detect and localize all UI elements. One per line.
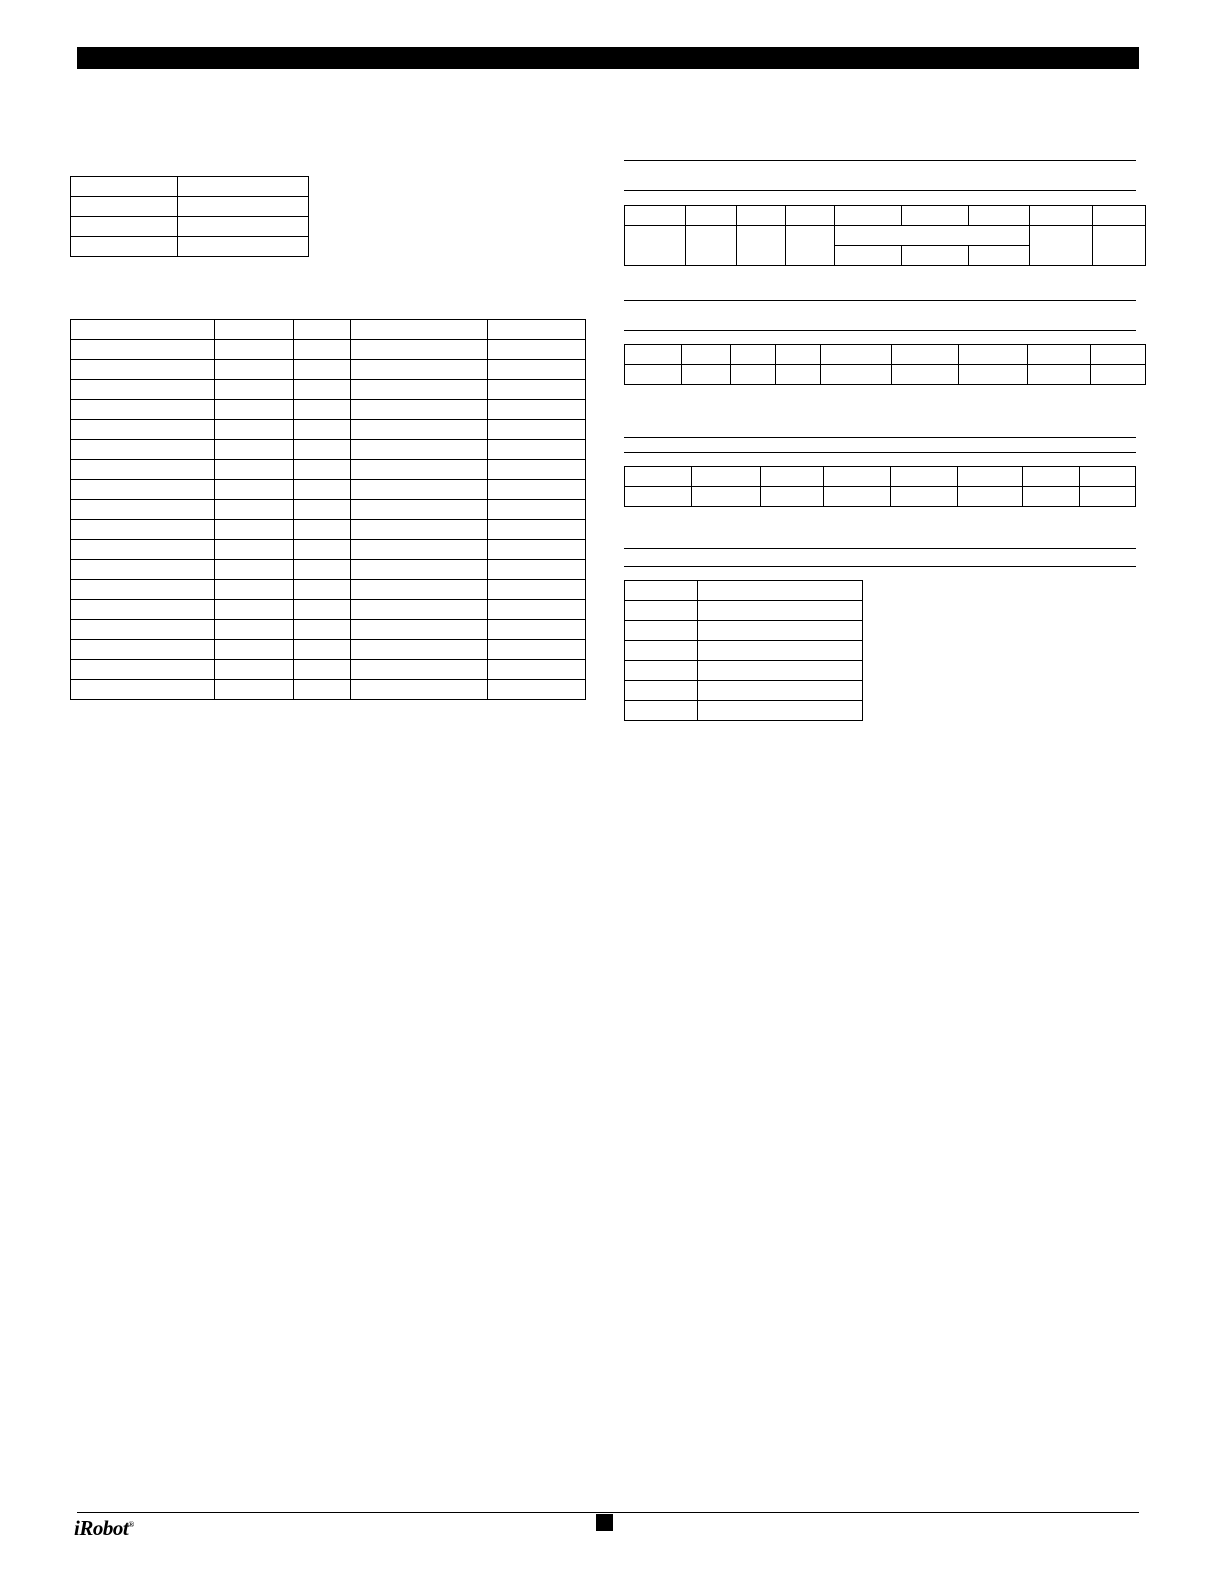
cell	[692, 487, 761, 507]
table-row	[625, 487, 1136, 507]
code-value-table	[624, 580, 863, 721]
table-row	[625, 641, 863, 661]
cell	[892, 345, 959, 365]
cell	[71, 237, 178, 257]
cell	[178, 197, 309, 217]
column-header	[215, 320, 294, 340]
cell	[294, 360, 351, 380]
cell	[294, 380, 351, 400]
table-row	[71, 520, 586, 540]
cell	[821, 365, 892, 385]
cell	[488, 640, 586, 660]
cell	[958, 487, 1023, 507]
cell	[625, 701, 698, 721]
cell	[351, 380, 488, 400]
cell	[488, 680, 586, 700]
cell	[1023, 487, 1079, 507]
cell	[731, 365, 776, 385]
footer-divider	[77, 1512, 1139, 1513]
cell	[351, 340, 488, 360]
column-header	[178, 177, 309, 197]
table-row	[71, 560, 586, 580]
cell	[488, 500, 586, 520]
cell	[902, 246, 969, 266]
cell	[351, 560, 488, 580]
table-row	[71, 197, 309, 217]
cell	[698, 621, 863, 641]
cell	[215, 360, 294, 380]
cell	[215, 400, 294, 420]
cell	[71, 340, 215, 360]
cell	[71, 560, 215, 580]
cell	[488, 340, 586, 360]
cell	[71, 480, 215, 500]
table-row	[625, 365, 1146, 385]
cell	[1091, 365, 1146, 385]
cell	[488, 380, 586, 400]
cell	[824, 487, 891, 507]
cell	[71, 600, 215, 620]
cell	[625, 365, 682, 385]
cell	[215, 560, 294, 580]
cell	[294, 680, 351, 700]
page-number-box	[596, 1514, 613, 1531]
table-row	[71, 217, 309, 237]
cell	[294, 620, 351, 640]
cell	[215, 500, 294, 520]
cell	[71, 380, 215, 400]
cell	[488, 600, 586, 620]
cell	[891, 467, 958, 487]
cell	[1028, 345, 1091, 365]
cell	[294, 440, 351, 460]
table-row	[71, 420, 586, 440]
cell	[71, 580, 215, 600]
cell	[737, 206, 786, 226]
cell	[351, 640, 488, 660]
table-row	[71, 340, 586, 360]
cell	[488, 560, 586, 580]
table-row	[71, 400, 586, 420]
cell	[294, 600, 351, 620]
table-row	[71, 360, 586, 380]
cell	[488, 420, 586, 440]
cell	[625, 681, 698, 701]
cell	[959, 345, 1028, 365]
sensor-packet-table	[70, 319, 586, 700]
rule-5	[624, 437, 1136, 438]
cell	[294, 580, 351, 600]
rule-3	[624, 300, 1136, 301]
table-row	[625, 226, 1146, 246]
cell	[294, 400, 351, 420]
cell	[625, 487, 692, 507]
cell	[821, 345, 892, 365]
cell	[351, 540, 488, 560]
logo-text: iRobot	[74, 1516, 129, 1540]
irobot-logo	[74, 1516, 134, 1541]
cell	[698, 701, 863, 721]
cell	[488, 520, 586, 540]
cell	[71, 540, 215, 560]
cell	[1079, 487, 1135, 507]
cell	[215, 660, 294, 680]
cell	[294, 540, 351, 560]
rule-7	[624, 548, 1136, 549]
cell	[215, 460, 294, 480]
cell	[698, 641, 863, 661]
column-header	[488, 320, 586, 340]
table-row	[625, 601, 863, 621]
cell	[178, 217, 309, 237]
cell	[488, 620, 586, 640]
table-header-row	[71, 320, 586, 340]
cell	[698, 601, 863, 621]
cell	[1079, 467, 1135, 487]
cell	[737, 226, 786, 266]
cell	[969, 206, 1030, 226]
cell	[71, 520, 215, 540]
cell	[178, 237, 309, 257]
rule-2	[624, 190, 1136, 191]
table-row	[71, 540, 586, 560]
cell	[294, 660, 351, 680]
cell	[351, 460, 488, 480]
cell	[682, 365, 731, 385]
cell	[215, 480, 294, 500]
cell	[294, 640, 351, 660]
table-row	[71, 500, 586, 520]
column-header	[71, 177, 178, 197]
cell	[776, 345, 821, 365]
cell	[488, 460, 586, 480]
cell	[351, 680, 488, 700]
rule-1	[624, 160, 1136, 161]
cell	[71, 460, 215, 480]
cell	[1030, 206, 1093, 226]
cell	[835, 226, 1030, 246]
cell	[71, 217, 178, 237]
cell	[969, 246, 1030, 266]
cell	[294, 460, 351, 480]
cell	[761, 487, 824, 507]
cell	[215, 680, 294, 700]
cell	[625, 226, 686, 266]
cell	[835, 246, 902, 266]
cell	[835, 206, 902, 226]
cell	[761, 467, 824, 487]
cell	[625, 661, 698, 681]
table-row	[71, 380, 586, 400]
cell	[215, 620, 294, 640]
column-header	[351, 320, 488, 340]
cell	[351, 660, 488, 680]
cell	[1028, 365, 1091, 385]
cell	[71, 440, 215, 460]
cell	[71, 500, 215, 520]
cell	[686, 226, 737, 266]
cell	[215, 420, 294, 440]
cell	[488, 400, 586, 420]
table-row	[625, 621, 863, 641]
cell	[776, 365, 821, 385]
cell	[786, 226, 835, 266]
cell	[686, 206, 737, 226]
cell	[488, 660, 586, 680]
cell	[1093, 226, 1146, 266]
cell	[215, 340, 294, 360]
cell	[215, 600, 294, 620]
cell	[351, 520, 488, 540]
cell	[294, 520, 351, 540]
cell	[215, 580, 294, 600]
cell	[692, 467, 761, 487]
cell	[698, 681, 863, 701]
cell	[351, 440, 488, 460]
cell	[959, 365, 1028, 385]
table-header-row	[625, 467, 1136, 487]
table-row	[625, 661, 863, 681]
cell	[351, 420, 488, 440]
cell	[625, 621, 698, 641]
cell	[351, 360, 488, 380]
cell	[294, 480, 351, 500]
cell	[215, 380, 294, 400]
table-header-row	[625, 581, 863, 601]
table-row	[71, 640, 586, 660]
rule-6	[624, 452, 1136, 453]
cell	[71, 620, 215, 640]
cell	[625, 206, 686, 226]
cell	[71, 420, 215, 440]
cell	[215, 440, 294, 460]
cell	[892, 365, 959, 385]
table-row	[71, 237, 309, 257]
table-row	[625, 681, 863, 701]
column-header	[71, 320, 215, 340]
cell	[71, 640, 215, 660]
cell	[1093, 206, 1146, 226]
cell	[786, 206, 835, 226]
cell	[731, 345, 776, 365]
cell	[71, 197, 178, 217]
cell	[71, 660, 215, 680]
cell	[488, 360, 586, 380]
cell	[682, 345, 731, 365]
registered-mark: ®	[128, 1520, 134, 1529]
cell	[71, 400, 215, 420]
cell	[294, 560, 351, 580]
cell	[215, 640, 294, 660]
cell	[351, 580, 488, 600]
column-header	[698, 581, 863, 601]
rule-8	[624, 566, 1136, 567]
table-header-row	[625, 206, 1146, 226]
table-row	[71, 440, 586, 460]
table-row	[71, 620, 586, 640]
table-row	[71, 580, 586, 600]
cell	[215, 540, 294, 560]
page-header-banner	[77, 47, 1139, 69]
cell	[215, 520, 294, 540]
cell	[294, 420, 351, 440]
bitfield-table-3	[624, 466, 1136, 507]
table-header-row	[625, 345, 1146, 365]
packet-size-table	[70, 176, 309, 257]
table-row	[71, 680, 586, 700]
cell	[488, 580, 586, 600]
rule-4	[624, 330, 1136, 331]
table-row	[625, 701, 863, 721]
cell	[71, 680, 215, 700]
cell	[1091, 345, 1146, 365]
cell	[625, 345, 682, 365]
column-header	[294, 320, 351, 340]
bitfield-table-1	[624, 205, 1146, 266]
cell	[488, 480, 586, 500]
cell	[958, 467, 1023, 487]
cell	[625, 467, 692, 487]
cell	[351, 500, 488, 520]
table-header-row	[71, 177, 309, 197]
cell	[351, 600, 488, 620]
table-row	[71, 480, 586, 500]
table-row	[71, 660, 586, 680]
cell	[351, 480, 488, 500]
cell	[71, 360, 215, 380]
cell	[351, 400, 488, 420]
cell	[625, 601, 698, 621]
cell	[891, 487, 958, 507]
cell	[294, 500, 351, 520]
cell	[625, 641, 698, 661]
bitfield-table-2	[624, 344, 1146, 385]
cell	[488, 540, 586, 560]
cell	[698, 661, 863, 681]
column-header	[625, 581, 698, 601]
cell	[1030, 226, 1093, 266]
cell	[824, 467, 891, 487]
table-row	[71, 600, 586, 620]
cell	[1023, 467, 1079, 487]
cell	[294, 340, 351, 360]
cell	[351, 620, 488, 640]
cell	[488, 440, 586, 460]
table-row	[71, 460, 586, 480]
cell	[902, 206, 969, 226]
